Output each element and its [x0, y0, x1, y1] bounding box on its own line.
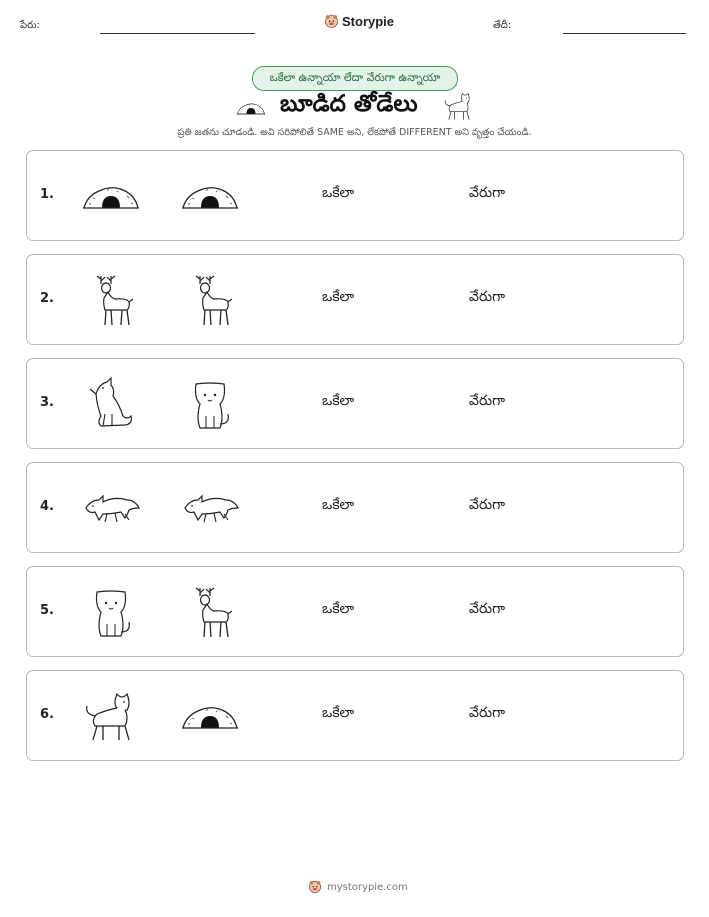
wolf-pup-icon [180, 374, 240, 434]
standing-wolf-icon [81, 686, 141, 746]
question-number: 5. [40, 603, 54, 618]
storypie-mascot-icon [308, 880, 322, 894]
different-option[interactable]: వేరుగా [469, 185, 505, 201]
different-option[interactable]: వేరుగా [469, 289, 505, 305]
name-field-line[interactable] [100, 33, 255, 34]
different-option[interactable]: వేరుగా [469, 393, 505, 409]
right-picture [180, 686, 240, 746]
left-picture [81, 582, 141, 642]
cave-icon [81, 166, 141, 226]
right-picture [180, 374, 240, 434]
different-option[interactable]: వేరుగా [469, 705, 505, 721]
left-picture [81, 478, 141, 538]
left-picture [81, 166, 141, 226]
cave-icon [234, 93, 268, 123]
standing-wolf-icon [442, 89, 476, 123]
question-number: 4. [40, 499, 54, 514]
question-row [26, 254, 684, 345]
prowling-wolf-icon [81, 478, 141, 538]
question-row [26, 150, 684, 241]
prowling-wolf-icon [180, 478, 240, 538]
right-picture [180, 166, 240, 226]
deer-icon [81, 270, 141, 330]
brand-logo [324, 14, 394, 29]
question-number: 1. [40, 187, 54, 202]
activity-type-text: ఒకేలా ఉన్నాయా లేదా వేరుగా ఉన్నాయా [269, 70, 441, 84]
instructions: ప్రతి జతను చూడండి. అవి సరిపోలితే SAME అని, లేకపోతే DIFFERENT అని వృత్తం చేయండి. [177, 127, 532, 138]
deer-icon [180, 582, 240, 642]
same-option[interactable]: ఒకేలా [322, 497, 355, 513]
same-option[interactable]: ఒకేలా [322, 289, 355, 305]
howling-wolf-icon [81, 374, 141, 434]
left-picture [81, 374, 141, 434]
right-picture [180, 270, 240, 330]
same-option[interactable]: ఒకేలా [322, 705, 355, 721]
page-title: బూడిద తోడేలు [280, 91, 418, 117]
left-picture [81, 686, 141, 746]
left-picture [81, 270, 141, 330]
name-label: పేరు: [20, 20, 40, 31]
date-label: తేదీ: [493, 20, 512, 31]
storypie-mascot-icon [324, 14, 339, 29]
same-option[interactable]: ఒకేలా [322, 185, 355, 201]
deer-icon [180, 270, 240, 330]
question-row [26, 670, 684, 761]
activity-type-pill [252, 66, 458, 91]
cave-icon [180, 166, 240, 226]
question-number: 6. [40, 707, 54, 722]
wolf-pup-icon [81, 582, 141, 642]
question-number: 2. [40, 291, 54, 306]
cave-icon [180, 686, 240, 746]
question-row [26, 462, 684, 553]
question-number: 3. [40, 395, 54, 410]
right-picture [180, 582, 240, 642]
title-row [0, 89, 709, 123]
brand-name: Storypie [342, 14, 395, 29]
date-field-line[interactable] [563, 33, 686, 34]
same-option[interactable]: ఒకేలా [322, 393, 355, 409]
footer [308, 880, 408, 894]
right-picture [180, 478, 240, 538]
question-row [26, 566, 684, 657]
different-option[interactable]: వేరుగా [469, 601, 505, 617]
footer-site: mystorypie.com [327, 881, 408, 893]
different-option[interactable]: వేరుగా [469, 497, 505, 513]
same-option[interactable]: ఒకేలా [322, 601, 355, 617]
question-row [26, 358, 684, 449]
